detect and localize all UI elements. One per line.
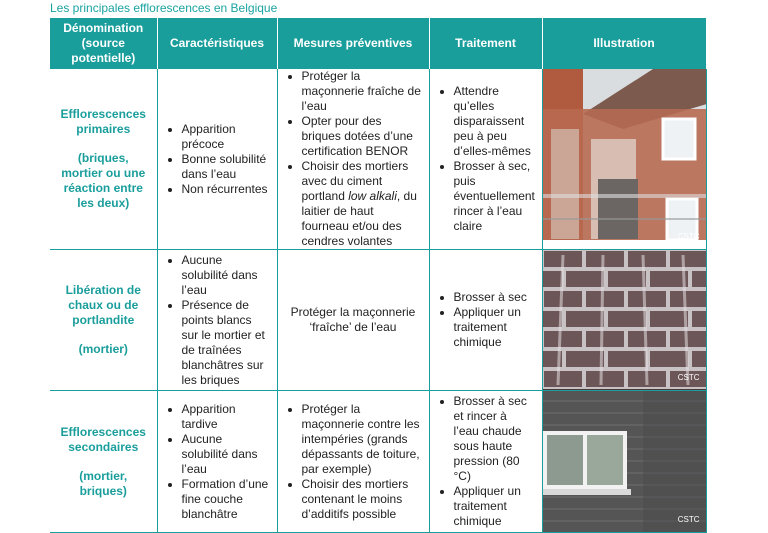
header-denomination: Dénomination (source potentielle) (50, 18, 157, 69)
traitement-cell (429, 69, 542, 250)
list-item: • Appliquer un traitement chimique (454, 305, 536, 350)
list-item: • Apparition tardive (182, 402, 271, 432)
caracteristiques-cell (157, 391, 277, 533)
header-caracteristiques: Caractéristiques (157, 18, 277, 69)
mesures-text: Protéger la maçonnerie ‘fraîche’ de l’eau (290, 305, 416, 334)
list-item: • Brosser à sec et rincer à l’eau chaude sous haute pression (80 °C) (454, 394, 536, 484)
list-item: • Présence de points blancs sur le mortier et de traînées blanchâtres sur les briques (182, 298, 271, 388)
list-item (302, 159, 423, 249)
header-mesures: Mesures préventives (277, 18, 429, 69)
house-photo (543, 69, 706, 249)
denomination-source: (mortier, briques) (79, 468, 128, 498)
list-item: • Bonne solubilité dans l’eau (182, 152, 271, 182)
table-caption: Les principales efflorescences en Belgique (50, 1, 278, 15)
caracteristiques-cell (157, 250, 277, 391)
denomination-name: Efflorescences primaires (60, 107, 146, 136)
illustration-cell (542, 250, 706, 391)
table-header-row (50, 18, 706, 69)
efflorescence-table (50, 18, 707, 533)
list-item-italic: low alkali (348, 189, 397, 203)
denomination-cell (50, 69, 157, 250)
denomination-cell (50, 391, 157, 533)
header-traitement: Traitement (429, 18, 542, 69)
mesures-cell (277, 391, 429, 533)
denomination-source: (briques, mortier ou une réaction entre les deux) (61, 151, 146, 210)
mesures-cell (277, 69, 429, 250)
image-credit: CSTC (677, 515, 700, 524)
traitement-cell (429, 250, 542, 391)
list-item: • Protéger la maçonnerie contre les intempéries (grands dépassants de toiture, par exemple) (302, 402, 423, 477)
mesures-cell (277, 250, 429, 391)
list-item: • Protéger la maçonnerie fraîche de l’eau (302, 69, 423, 114)
traitement-cell (429, 391, 542, 533)
list-item: • Aucune solubilité dans l’eau (182, 253, 271, 298)
list-item: • Brosser à sec (454, 290, 536, 305)
denomination-name: Efflorescences secondaires (60, 424, 146, 454)
denomination-cell (50, 250, 157, 391)
table-row (50, 69, 706, 250)
list-item-text: , du laitier de haut fourneau et/ou des cendres volantes (301, 189, 417, 248)
list-item: • Opter pour des briques dotées d’une certification BENOR (302, 114, 423, 159)
list-item: • Non récurrentes (182, 182, 271, 197)
facade-window-photo (543, 391, 706, 532)
list-item: • Choisir des mortiers contenant le moins d’additifs possible (302, 477, 423, 522)
illustration-cell (542, 69, 706, 250)
caracteristiques-cell (157, 69, 277, 250)
list-item: • Brosser à sec, puis éventuellement rincer à l’eau claire (454, 159, 536, 234)
list-item-text: Choisir des mortiers avec du ciment portland (301, 159, 409, 203)
list-item: • Formation d’une fine couche blanchâtre (182, 477, 271, 522)
brick-wall-photo (543, 250, 706, 390)
list-item: • Attendre qu’elles disparaissent peu à peu d’elles-mêmes (454, 84, 536, 159)
image-credit: CSTC (677, 373, 700, 382)
denomination-name: Libération de chaux ou de portlandite (65, 283, 141, 327)
header-illustration: Illustration (542, 18, 706, 69)
image-credit: CSTC (677, 232, 700, 241)
denomination-source: (mortier) (78, 342, 128, 356)
list-item: • Apparition précoce (182, 122, 271, 152)
table-row (50, 391, 706, 533)
illustration-cell (542, 391, 706, 533)
table-row (50, 250, 706, 391)
list-item: • Appliquer un traitement chimique (454, 484, 536, 529)
list-item: • Aucune solubilité dans l’eau (182, 432, 271, 477)
